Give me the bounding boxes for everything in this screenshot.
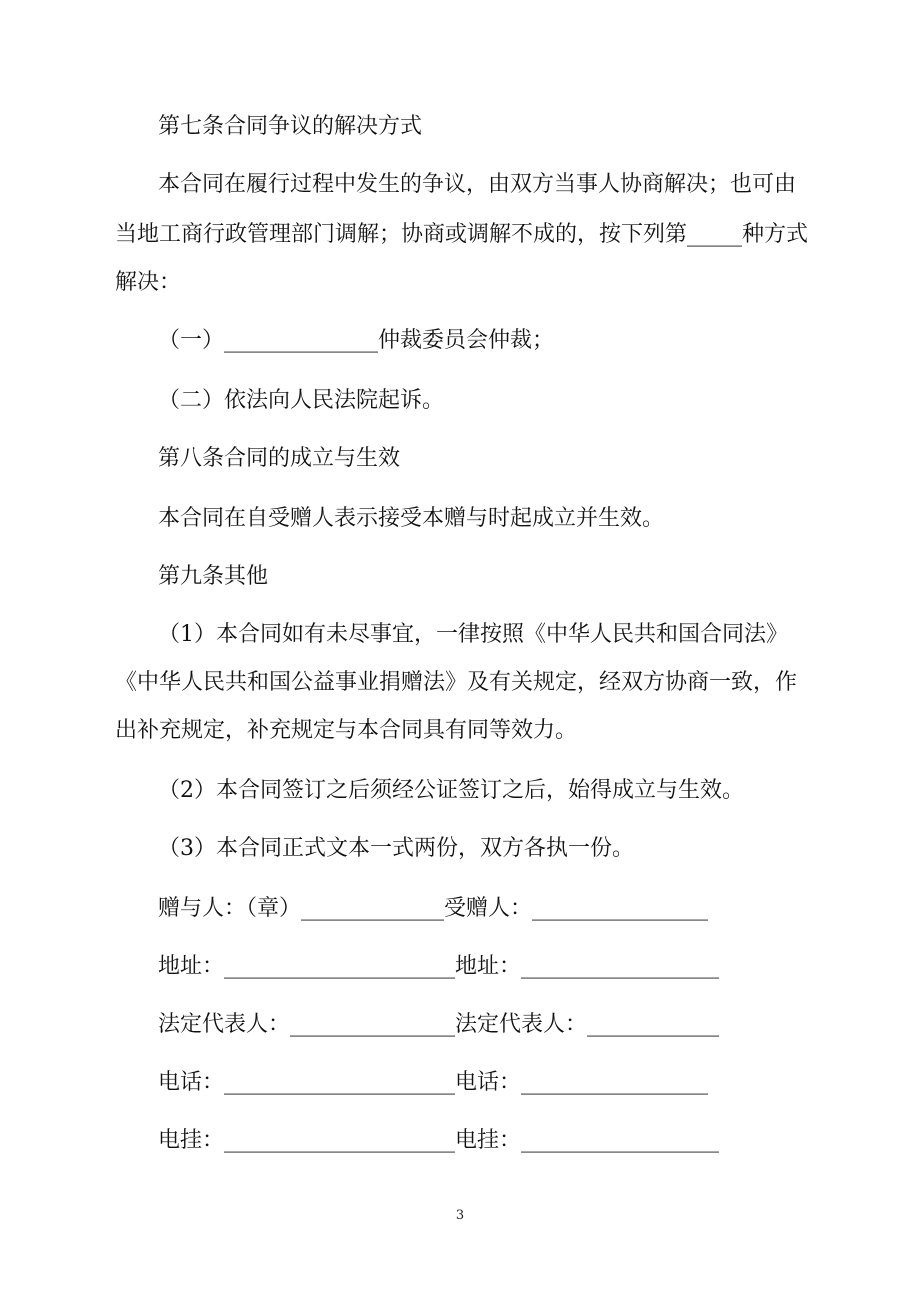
list-item: （一）______________仲裁委员会仲裁； [158, 328, 555, 353]
paragraph-line: 本合同在履行过程中发生的争议，由双方当事人协商解决；也可由 [158, 172, 797, 197]
list-item: （二）依法向人民法院起诉。 [158, 388, 445, 413]
article-9-heading: 第九条其他 [158, 564, 269, 589]
signature-line: 电挂：_____________________电挂：__________________ [158, 1128, 720, 1153]
paragraph-line: （2）本合同签订之后须经公证签订之后，始得成立与生效。 [158, 778, 744, 803]
paragraph-line: （1）本合同如有未尽事宜，一律按照《中华人民共和国合同法》 [158, 622, 788, 647]
paragraph-line: 出补充规定，补充规定与本合同具有同等效力。 [115, 718, 578, 743]
paragraph-line: 《中华人民共和国公益事业捐赠法》及有关规定，经双方协商一致，作 [115, 670, 798, 695]
article-7-heading: 第七条合同争议的解决方式 [158, 114, 423, 139]
article-8-heading: 第八条合同的成立与生效 [158, 446, 401, 471]
paragraph-line: （3）本合同正式文本一式两份，双方各执一份。 [158, 836, 634, 861]
paragraph-line: 本合同在自受赠人表示接受本赠与时起成立并生效。 [158, 506, 665, 531]
signature-line: 赠与人：（章）_____________受赠人：________________ [158, 896, 709, 921]
paragraph-line: 当地工商行政管理部门调解；协商或调解不成的，按下列第_____种方式 [115, 222, 809, 247]
signature-line: 地址：_____________________地址：__________________ [158, 954, 720, 979]
paragraph-line: 解决： [115, 270, 182, 295]
page-number: 3 [455, 1208, 465, 1223]
signature-line: 电话：_____________________电话：_________________ [158, 1070, 709, 1095]
signature-line: 法定代表人：_______________法定代表人：____________ [158, 1012, 720, 1037]
